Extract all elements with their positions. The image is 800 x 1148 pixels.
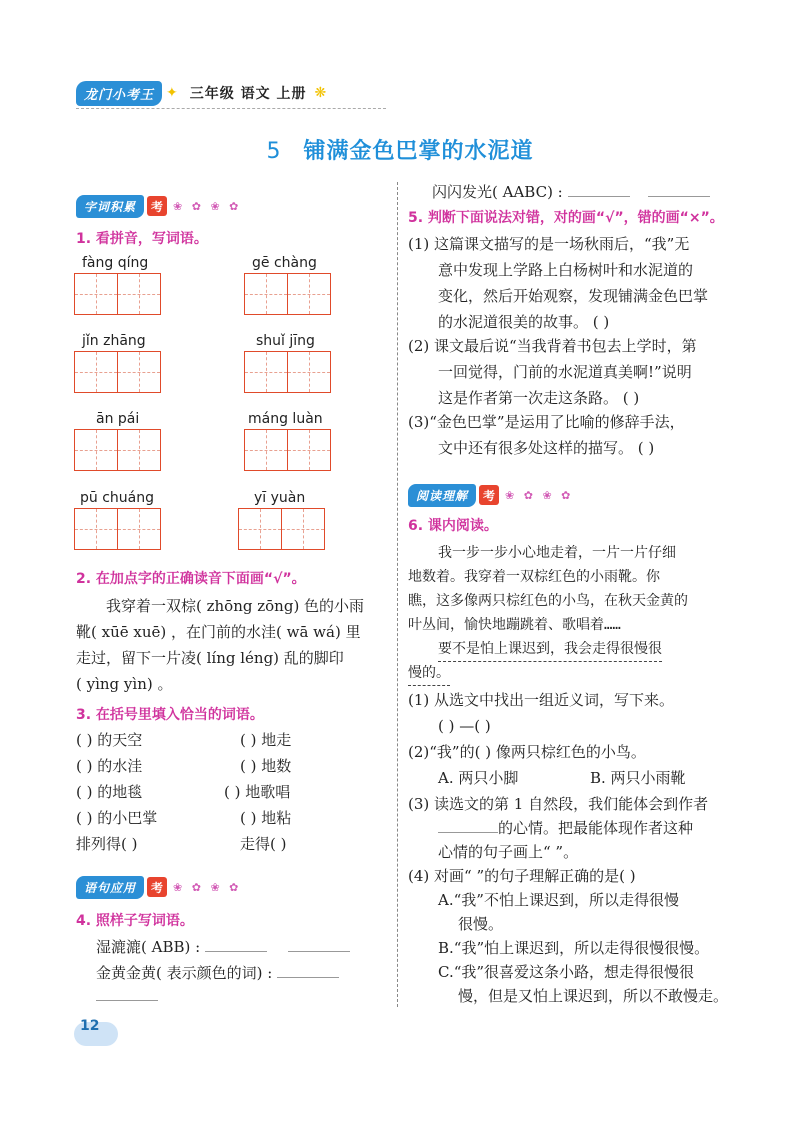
- q4-line-2-text: 金黄金黄( 表示颜色的词) :: [96, 964, 273, 982]
- answer-blank[interactable]: [205, 951, 267, 952]
- q3-row-1-left: ( ) 的天空: [76, 731, 143, 749]
- answer-blank[interactable]: [277, 977, 339, 978]
- pinyin-1: fàng qíng: [82, 255, 149, 271]
- q6-sub-3: (3) 读选文的第 1 自然段，我们能体会到作者: [408, 795, 709, 813]
- section-vocab: [76, 195, 241, 217]
- passage-line-5: 要不是怕上课迟到，我会走得很慢很: [438, 637, 662, 662]
- q3-row-4-right: ( ) 地粘: [240, 809, 292, 827]
- writing-grid-2[interactable]: [244, 273, 331, 315]
- q2-line-1: 我穿着一双棕( zhōng zōng) 色的小雨: [106, 597, 365, 615]
- q5-item-1-l3: 变化，然后开始观察，发现铺满金色巴掌: [438, 287, 709, 305]
- writing-grid-7[interactable]: [74, 508, 161, 550]
- q6-sub-1: (1) 从选文中找出一组近义词，写下来。: [408, 691, 675, 709]
- q3-row-2-right: ( ) 地数: [240, 757, 292, 775]
- pinyin-2: gē chàng: [252, 255, 317, 271]
- q4-line-2: [96, 961, 339, 985]
- section-sentence: [76, 876, 241, 898]
- q6-sub-4-option-a[interactable]: A.“我”不怕上课迟到，所以走得很慢: [438, 891, 679, 909]
- q6-sub-4-option-c[interactable]: C.“我”很喜爱这条小路，想走得很慢很: [438, 963, 695, 981]
- brand-logo: 龙门小考王: [76, 81, 162, 106]
- q5-item-1-l1: (1) 这篇课文描写的是一场秋雨后，“我”无: [408, 235, 690, 253]
- pinyin-7: pū chuáng: [80, 490, 154, 506]
- pinyin-4: shuǐ jīng: [256, 333, 315, 349]
- q6-sub-3-text: 的心情。把最能体现作者这种: [498, 819, 694, 837]
- q3-label: 3. 在括号里填入恰当的词语。: [76, 707, 264, 723]
- q6-sub-2-option-b[interactable]: B. 两只小雨靴: [590, 769, 686, 787]
- q6-label: 6. 课内阅读。: [408, 518, 498, 534]
- page-number: 12: [80, 1018, 100, 1034]
- kao-badge: 考: [147, 196, 167, 216]
- q2-line-3: 走过，留下一片凌( líng léng) 乱的脚印: [76, 649, 344, 667]
- q6-sub-1-answer[interactable]: ( ) —( ): [438, 717, 491, 735]
- section-sentence-label: 语句应用: [76, 876, 144, 899]
- q3-row-1-right: ( ) 地走: [240, 731, 292, 749]
- header-divider: [76, 108, 386, 109]
- q4-line-1-text: 湿漉漉( ABB) :: [96, 938, 201, 956]
- q6-sub-3-line-3: 心情的句子画上“ ”。: [438, 843, 579, 861]
- q3-row-3-right: ( ) 地歌唱: [224, 783, 291, 801]
- q2-line-2: 靴( xūē xuē) ，在门前的水洼( wā wá) 里: [76, 623, 361, 641]
- passage-line-2: 地数着。我穿着一双棕红色的小雨靴。你: [408, 569, 660, 585]
- writing-grid-5[interactable]: [74, 429, 161, 471]
- butterfly-deco-icon: ❀ ✿ ❀ ✿: [173, 199, 242, 213]
- answer-blank[interactable]: [288, 951, 350, 952]
- writing-grid-4[interactable]: [244, 351, 331, 393]
- answer-blank[interactable]: [648, 196, 710, 197]
- lesson-title: 铺满金色巴掌的水泥道: [303, 139, 534, 164]
- q6-sub-2: (2)“我”的( ) 像两只棕红色的小鸟。: [408, 743, 646, 761]
- kao-badge: 考: [147, 877, 167, 897]
- q5-label: 5. 判断下面说法对错，对的画“√”，错的画“×”。: [408, 210, 724, 226]
- writing-grid-3[interactable]: [74, 351, 161, 393]
- q5-item-2-l1: (2) 课文最后说“当我背着书包去上学时，第: [408, 337, 697, 355]
- passage-line-1: 我一步一步小心地走着，一片一片仔细: [438, 545, 676, 561]
- header: [76, 82, 326, 104]
- q1-label: 1. 看拼音，写词语。: [76, 231, 208, 247]
- butterfly-icon: ❋: [314, 85, 327, 101]
- passage-line-3: 瞧，这多像两只棕红色的小鸟，在秋天金黄的: [408, 593, 688, 609]
- pinyin-6: máng luàn: [248, 411, 323, 427]
- answer-blank[interactable]: [438, 832, 498, 833]
- q4-line-3: [432, 180, 710, 204]
- q2-line-4: ( yìng yìn) 。: [76, 675, 173, 693]
- q3-row-5-right: 走得( ): [240, 835, 287, 853]
- pinyin-3: jǐn zhāng: [82, 333, 146, 349]
- writing-grid-6[interactable]: [244, 429, 331, 471]
- q5-item-2-l3: 这是作者第一次走这条路。 ( ): [438, 389, 640, 407]
- q6-sub-4-option-b[interactable]: B.“我”怕上课迟到，所以走得很慢很慢。: [438, 939, 710, 957]
- q6-sub-3-line-2: [438, 816, 693, 840]
- answer-blank[interactable]: [96, 1000, 158, 1001]
- writing-grid-1[interactable]: [74, 273, 161, 315]
- q5-item-2-l2: 一回觉得，门前的水泥道真美啊!”说明: [438, 363, 692, 381]
- q4-line-1: [96, 935, 350, 959]
- q3-row-2-left: ( ) 的水洼: [76, 757, 143, 775]
- answer-blank[interactable]: [568, 196, 630, 197]
- star-icon: ✦: [166, 85, 178, 101]
- q4-label: 4. 照样子写词语。: [76, 913, 194, 929]
- q2-label: 2. 在加点字的正确读音下面画“√”。: [76, 571, 306, 587]
- butterfly-deco-icon: ❀ ✿ ❀ ✿: [505, 488, 574, 502]
- q5-item-3-l1: (3)“金色巴掌”是运用了比喻的修辞手法，: [408, 413, 685, 431]
- section-reading: [408, 484, 573, 506]
- column-divider: [397, 182, 398, 1007]
- passage-line-4: 叶丛间，愉快地蹦跳着、歌唱着……: [408, 617, 621, 633]
- pinyin-8: yī yuàn: [254, 490, 306, 506]
- lesson-number: 5: [266, 139, 282, 164]
- pinyin-5: ān pái: [96, 411, 140, 427]
- q6-sub-4-option-c-cont: 慢，但是又怕上课迟到，所以不敢慢走。: [458, 987, 729, 1005]
- q3-row-3-left: ( ) 的地毯: [76, 783, 143, 801]
- section-vocab-label: 字词积累: [76, 195, 144, 218]
- page-title: [0, 134, 800, 165]
- q6-sub-2-option-a[interactable]: A. 两只小脚: [438, 769, 519, 787]
- section-reading-label: 阅读理解: [408, 484, 476, 507]
- q5-item-1-l4: 的水泥道很美的故事。 ( ): [438, 313, 610, 331]
- passage-line-6: 慢的。: [408, 661, 450, 686]
- q4-line-3-text: 闪闪发光( AABC) :: [432, 183, 563, 201]
- q6-sub-4: (4) 对画“ ”的句子理解正确的是( ): [408, 867, 636, 885]
- writing-grid-8[interactable]: [238, 508, 325, 550]
- q5-item-1-l2: 意中发现上学路上白杨树叶和水泥道的: [438, 261, 694, 279]
- q3-row-5-left: 排列得( ): [76, 835, 138, 853]
- q3-row-4-left: ( ) 的小巴掌: [76, 809, 158, 827]
- butterfly-deco-icon: ❀ ✿ ❀ ✿: [173, 880, 242, 894]
- kao-badge: 考: [479, 485, 499, 505]
- grade-label: 三年级 语文 上册: [189, 86, 307, 102]
- q5-item-3-l2: 文中还有很多处这样的描写。 ( ): [438, 439, 655, 457]
- q6-sub-4-option-a-cont: 很慢。: [458, 915, 504, 933]
